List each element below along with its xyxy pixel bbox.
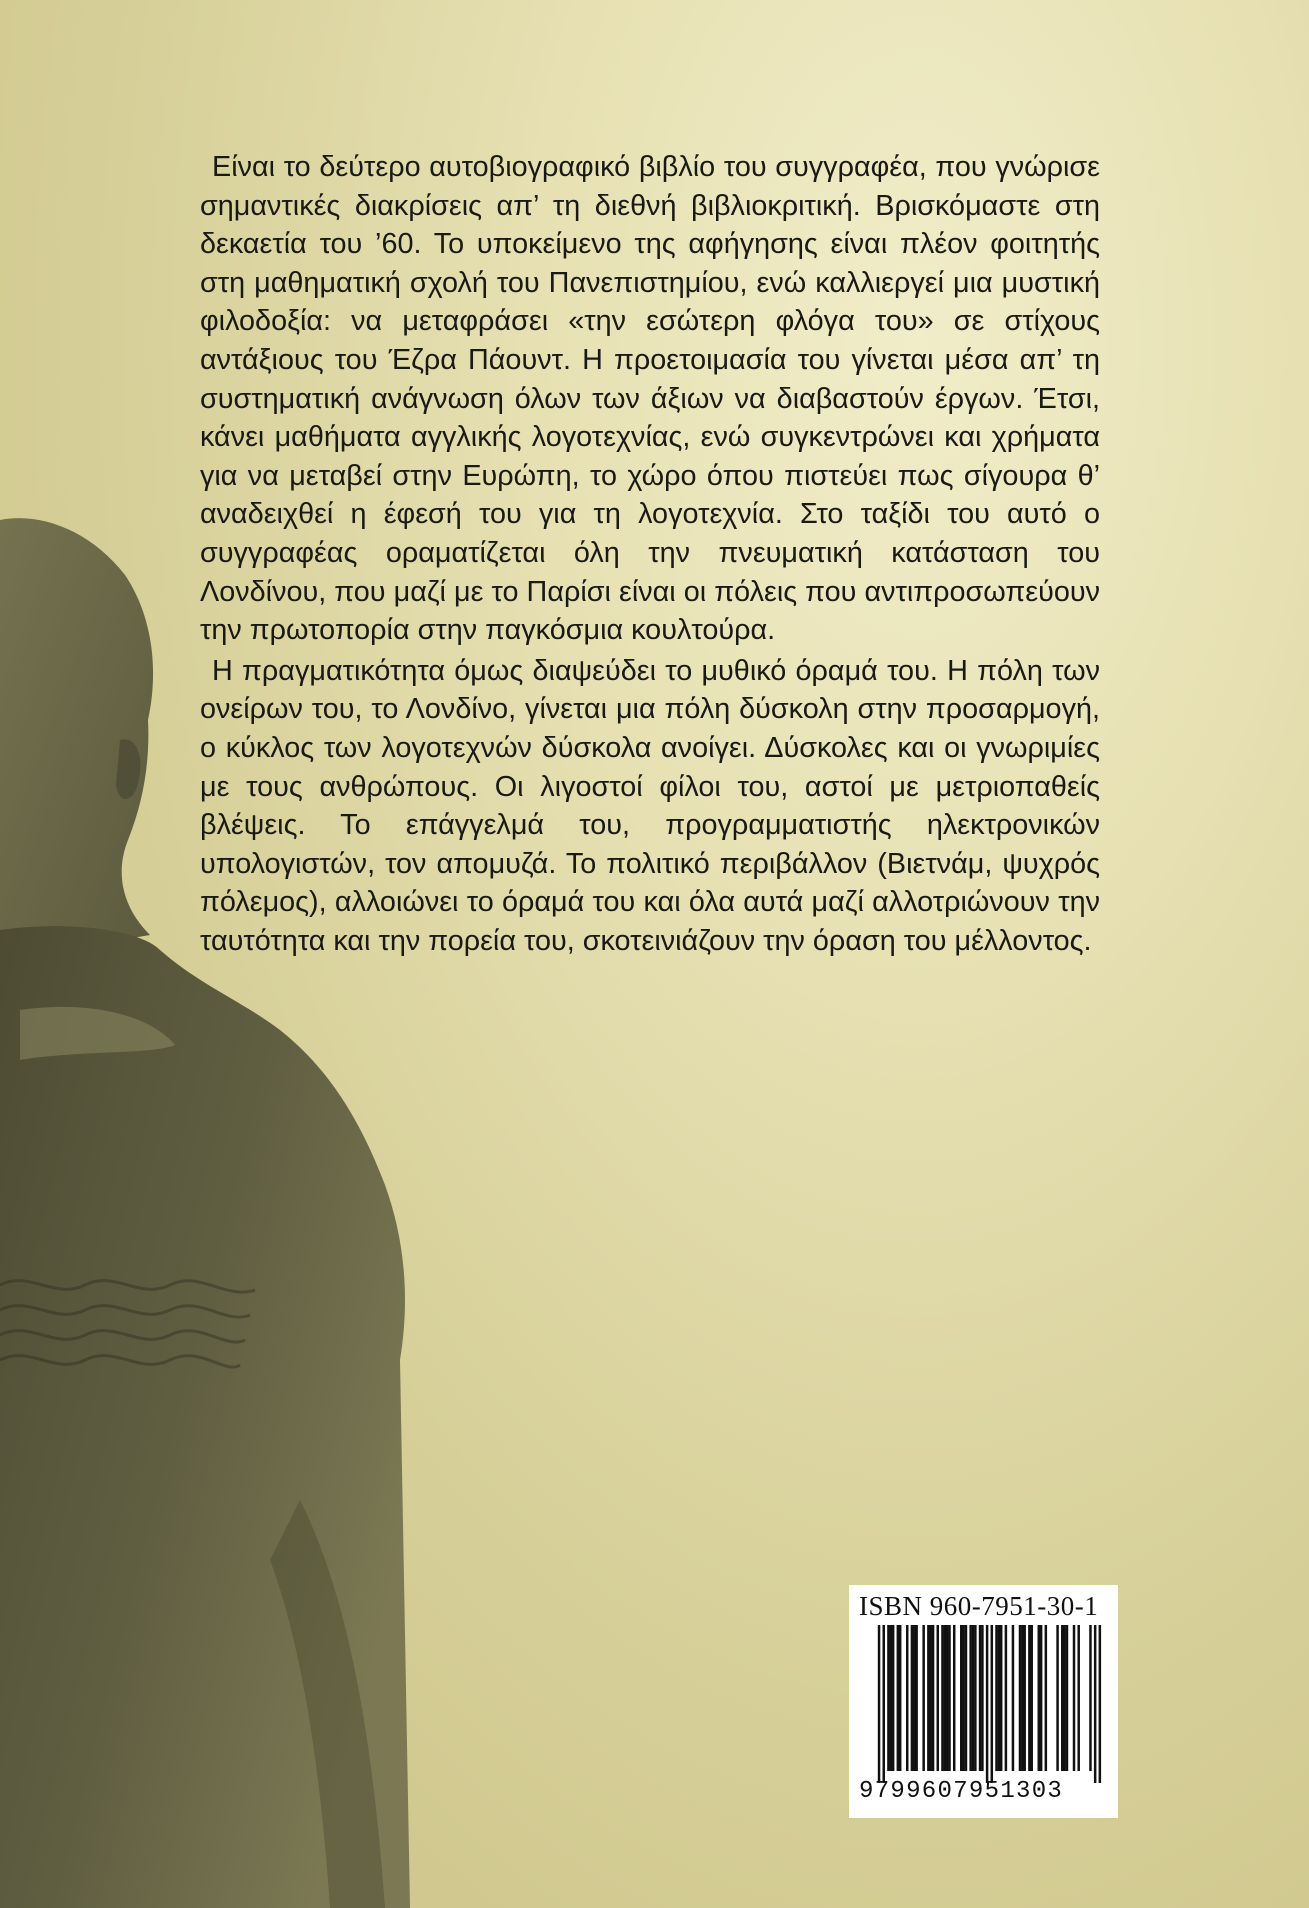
barcode-bar bbox=[897, 1625, 900, 1771]
barcode-bar bbox=[948, 1625, 951, 1771]
barcode-bar bbox=[882, 1625, 885, 1783]
barcode-bar bbox=[944, 1625, 947, 1771]
barcode-bar bbox=[1005, 1625, 1008, 1771]
blurb-paragraph-2: Η πραγματικότητα όμως διαψεύδει το μυθικό όραμά του. Η πόλη των ονείρων του, το Λονδίνο, γίνεται μια πόλη δύσκολη στην προσαρμογή, ο κύκλος των λογοτεχνών δύσκολα ανοίγει. Δύσκολες και οι γνωριμίες με τους ανθρώπους. Οι λιγοστοί φίλοι του, αστοί με μετριοπαθείς βλέψεις. Το επάγγελμά του, προγραμματιστής ηλεκτρονικών υπολογιστών, τον απομυζά. Το πολιτικό περιβάλλον (Βιετνάμ, ψυχρός πόλεμος), αλλοιώνει το όραμά του και όλα αυτά μαζί αλλοτριώνουν την ταυτότητα και την πορεία του, σκοτεινιάζουν την όραση του μέλλοντος. bbox=[200, 654, 1100, 957]
barcode-bar bbox=[962, 1625, 965, 1771]
barcode-bar bbox=[1099, 1625, 1102, 1783]
barcode-bar bbox=[899, 1625, 902, 1771]
barcode-bar bbox=[1089, 1625, 1092, 1771]
barcode-bar bbox=[913, 1625, 916, 1771]
barcode-bar bbox=[1061, 1625, 1064, 1771]
barcode-bar bbox=[965, 1625, 968, 1771]
ean-13-barcode-icon bbox=[859, 1625, 1108, 1783]
barcode-bar bbox=[1038, 1625, 1041, 1771]
barcode-bar bbox=[974, 1625, 977, 1771]
barcode-bar bbox=[906, 1625, 909, 1771]
barcode-bar bbox=[998, 1625, 1001, 1771]
barcode-bar bbox=[915, 1625, 918, 1771]
ean-digits: 9799607951303 bbox=[859, 1778, 1064, 1805]
barcode-bar bbox=[937, 1625, 940, 1771]
blurb-paragraph-1: Είναι το δεύτερο αυτοβιογραφικό βιβλίο του συγγραφέα, που γνώρισε σημαντικές διακρίσεις απ’ τη διεθνή βιβλιοκριτική. Βρισκόμαστε στη δεκαετία του ’60. Το υποκείμενο της αφήγησης είναι πλέον φοιτητής στη μαθηματική σχολή του Πανεπιστημίου, ενώ καλλιεργεί μια μυστική φιλοδοξία: να μεταφράσει «την εσώτερη φλόγα του» σε στίχους αντάξιους του Έζρα Πάουντ. Η προετοιμασία του γίνεται μέσα απ’ τη συστηματική ανάγνωση όλων των άξιων να διαβαστούν έργων. Έτσι, κάνει μαθήματα αγγλικής λογοτεχνίας, ενώ συγκεντρώνει και χρήματα για να μεταβεί στην Ευρώπη, το χώρο όπου πιστεύει πως σίγουρα θ’ αναδειχθεί η έφεσή του για τη λογοτεχνία. Στο ταξίδι του αυτό ο συγγραφέας οραματίζεται όλη την πνευματική κατάσταση του Λονδίνου, που μαζί με το Παρίσι είναι οι πόλεις που αντιπροσωπεύουν την πρωτοπορία στην παγκόσμια κουλτούρα. bbox=[200, 151, 1100, 647]
barcode-bar bbox=[946, 1625, 949, 1771]
barcode-bar bbox=[972, 1625, 975, 1771]
barcode-bar bbox=[981, 1625, 984, 1771]
barcode-bar bbox=[969, 1625, 972, 1771]
barcode-bar bbox=[941, 1625, 944, 1771]
barcode-label bbox=[849, 1585, 1118, 1818]
barcode-bar bbox=[922, 1625, 925, 1771]
barcode-bar bbox=[1094, 1625, 1097, 1783]
barcode-bar bbox=[890, 1625, 893, 1771]
barcode-bar bbox=[1040, 1625, 1043, 1771]
barcode-bar bbox=[1023, 1625, 1025, 1771]
barcode-bar bbox=[1073, 1625, 1076, 1771]
isbn-number: ISBN 960-7951-30-1 bbox=[859, 1591, 1099, 1621]
barcode-bar bbox=[1045, 1625, 1048, 1771]
head-shape bbox=[0, 518, 153, 960]
barcode-bar bbox=[1063, 1625, 1066, 1771]
barcode-bar bbox=[1028, 1625, 1031, 1771]
barcode-bar bbox=[1012, 1625, 1015, 1771]
barcode-bar bbox=[878, 1625, 881, 1783]
barcode-bar bbox=[991, 1625, 994, 1783]
barcode-bar bbox=[927, 1625, 930, 1771]
barcode-bar bbox=[911, 1625, 914, 1771]
barcode-bar bbox=[1021, 1625, 1024, 1771]
barcode-bar bbox=[887, 1625, 890, 1771]
barcode-bar bbox=[1019, 1625, 1022, 1771]
barcode-bar bbox=[1077, 1625, 1080, 1771]
barcode-bar bbox=[929, 1625, 932, 1771]
barcode-bar bbox=[1030, 1625, 1033, 1771]
barcode-bar bbox=[986, 1625, 989, 1783]
barcode-bar bbox=[960, 1625, 963, 1771]
barcode-bar bbox=[1066, 1625, 1069, 1771]
barcode-bar bbox=[1000, 1625, 1003, 1771]
barcode-bar bbox=[979, 1625, 982, 1771]
barcode-bar bbox=[892, 1625, 895, 1771]
barcode-bar bbox=[995, 1625, 998, 1771]
barcode-bar bbox=[1056, 1625, 1059, 1771]
barcode-bar bbox=[932, 1625, 935, 1771]
barcode-bar bbox=[953, 1625, 956, 1771]
blurb-text bbox=[200, 148, 1100, 960]
